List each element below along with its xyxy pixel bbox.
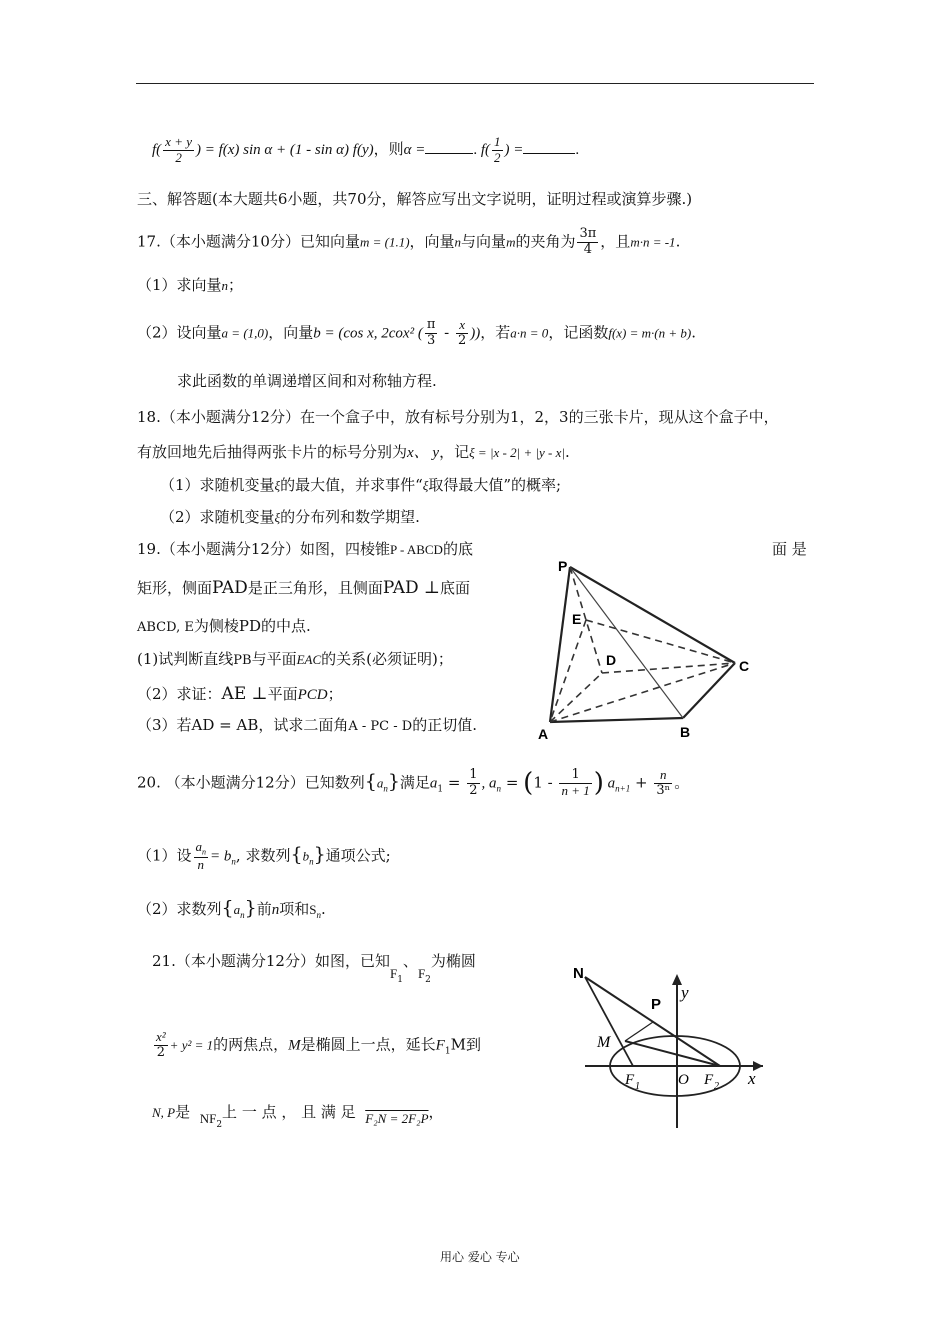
ellipse-label-p: P — [651, 996, 662, 1013]
ellipse-label-f2-sub: 2 — [714, 1081, 719, 1092]
header-rule — [136, 83, 814, 84]
pyramid-label-p: P — [558, 558, 568, 574]
pyramid-label-b: B — [680, 724, 691, 740]
q19-part2: （2）求证：AE ⊥平面PCD； — [137, 684, 343, 704]
ellipse-label-f1: F — [625, 1072, 635, 1088]
q17-stem: 17.（本小题满分10分）已知向量m = (1.1)，向量n与向量m的夹角为 $\frac{3\pi}{4}$ ，且m·n = -1. — [137, 226, 681, 257]
pyramid-label-e: E — [572, 611, 582, 627]
q18-line2: 有放回地先后抽得两张卡片的标号分别为x、 y，记ξ = |x - 2| + |y - x|. — [137, 443, 570, 461]
q20-stem: 20. （本小题满分12分）已知数列$\{a_n\}$满足$a_1$ = $\frac{1}{2}$ , $a_n = (1$ - $\frac{1}{n + 1}$ ) $a_{n+1}$ + $\frac{n}{\text{3ⁿ}}$ 。 — [137, 767, 690, 799]
q19-line2: 矩形，侧面PAD是正三角形，且侧面PAD ⊥底面 — [137, 578, 471, 598]
q17-part1: （1）求向量n； — [137, 276, 244, 294]
pyramid-label-c: C — [739, 658, 750, 674]
q20-part1: （1）设 $\frac{a_n}{n}$ = $b_n$, 求数列$\{b_n\}$通项公式; — [137, 839, 391, 872]
q19-line1: 19.（本小题满分12分）如图，四棱锥P - ABCD的底 — [137, 540, 473, 558]
q19-part3: （3）若AD = AB，试求二面角A - PC - D的正切值. — [137, 716, 477, 734]
page-footer: 用心 爱心 专心 — [440, 1250, 520, 1264]
q18-line1: 18.（本小题满分12分）在一个盒子中，放有标号分别为1，2，3的三张卡片，现从这个盒子中， — [137, 408, 779, 426]
q21-line1: 21.（本小题满分12分）如图，已知$F_1$、$F_2$为椭圆 — [152, 952, 476, 985]
q20-part2: （2）求数列$\{a_n\}$前n项和$S_n$. — [137, 897, 326, 920]
q19-line3: ABCD, E为侧棱PD的中点. — [137, 617, 311, 635]
ellipse-label-x: x — [748, 1069, 756, 1088]
carry-formula-line: f( $\frac{x + y}{2}$ ) = f(x) sin α + (1 - sin α) f(y)，则α = . f( $\frac{1}{2}$ ) = . — [152, 134, 580, 165]
pyramid-figure — [530, 555, 760, 745]
ellipse-label-f2: F — [704, 1072, 714, 1088]
section-heading: 三、解答题(本大题共6小题，共70分，解答应写出文字说明，证明过程或演算步骤.) — [137, 190, 693, 208]
q21-line2: $\frac{\text{x²}}{2}$ + y² = 1的两焦点，M是椭圆上一点，延长$F_1M$到 — [156, 1029, 481, 1060]
q18-part2: （2）求随机变量ξ的分布列和数学期望. — [160, 508, 420, 526]
ellipse-figure — [565, 960, 770, 1140]
ellipse-label-m: M — [597, 1034, 611, 1051]
q18-part1: （1）求随机变量ξ的最大值，并求事件“ξ取得最大值”的概率; — [160, 476, 562, 494]
ellipse-label-f1-sub: 1 — [635, 1081, 640, 1092]
q17-part2: （2）设向量a = (1,0)，向量b = (cos x, 2cox² ( $\frac{\pi}{3}$ - $\frac{x}{2}$ ))，若a·n = 0，记函数f(x) = m·(n + b). — [137, 317, 696, 348]
ellipse-label-o: O — [678, 1072, 689, 1088]
ellipse-label-y: y — [681, 983, 689, 1002]
pyramid-label-d: D — [606, 652, 617, 668]
pyramid-label-a: A — [538, 726, 549, 742]
q21-line3: N, P是 $NF_2$上 一 点 ， 且 满 足 F₂N = 2F₂P， — [152, 1103, 444, 1130]
q17-part2-line2: 求此函数的单调递增区间和对称轴方程. — [177, 372, 437, 390]
q19-part1: (1)试判断直线PB与平面EAC的关系(必须证明)； — [137, 650, 453, 668]
ellipse-label-n: N — [573, 965, 584, 982]
q19-line1-right: 面 是 — [772, 540, 807, 558]
